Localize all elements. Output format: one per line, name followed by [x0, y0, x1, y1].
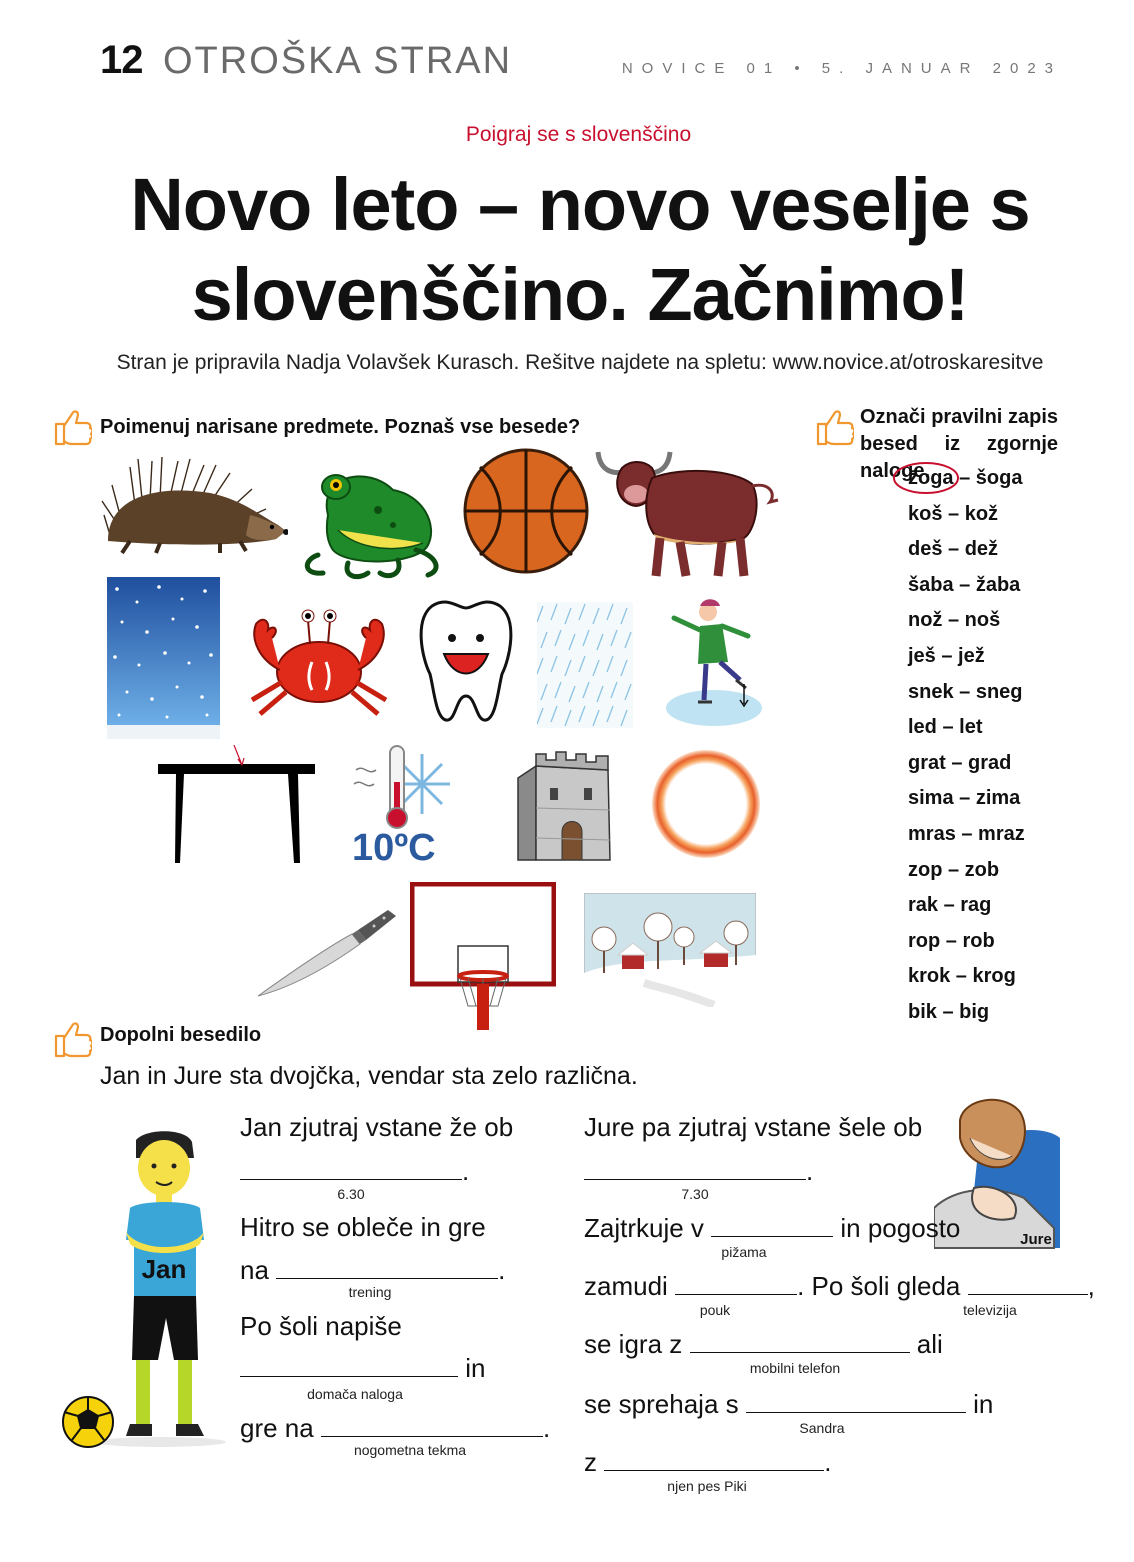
task2-instruction: Označi pravilni zapis besed iz zgornje naloge.	[860, 406, 1058, 482]
castle-picture	[512, 748, 616, 866]
jan-line-4: Po šoli napiše	[240, 1311, 402, 1341]
hedgehog-picture	[100, 455, 288, 555]
word-pair[interactable]: šaba – žaba	[908, 573, 1021, 596]
jure-line-5-end: in	[973, 1389, 994, 1419]
word-pair[interactable]: koš – kož	[908, 502, 999, 525]
jure-line-4-end: ali	[916, 1329, 943, 1359]
jan-line-3: na .	[240, 1255, 506, 1285]
task3-intro: Jan in Jure sta dvojčka, vendar sta zelo različna.	[100, 1062, 638, 1090]
thumbs-up-icon	[52, 1016, 92, 1060]
word-pair[interactable]: nož – noš	[908, 609, 1001, 632]
article-title: Novo leto – novo veselje s slovenščino. Začnimo!	[130, 163, 1030, 336]
thumbs-up-icon	[814, 404, 854, 448]
hint-label: trening	[348, 1284, 392, 1300]
jan-line-6: gre na .	[240, 1413, 551, 1443]
hint-label: njen pes Piki	[667, 1478, 747, 1494]
jan-line-1: Jan zjutraj vstane že ob	[240, 1112, 514, 1142]
jure-line-2-text: Zajtrkuje v	[584, 1213, 704, 1243]
task3-instruction: Dopolni besedilo	[100, 1024, 262, 1046]
answer-blank[interactable]	[675, 1270, 797, 1295]
answer-blank[interactable]	[584, 1155, 806, 1180]
snow-picture	[107, 577, 220, 739]
jan-line-2: Hitro se obleče in gre	[240, 1212, 486, 1242]
jure-line-5	[584, 1388, 993, 1420]
hint-label: mobilni telefon	[749, 1360, 841, 1376]
hint-label: pižama	[721, 1244, 767, 1260]
answer-blank[interactable]	[690, 1328, 910, 1353]
hint-label: 6.30	[337, 1186, 365, 1202]
issue-info: NOVICE 01 • 5. JANUAR 2023	[621, 60, 1062, 77]
jan-line-3-text: na	[240, 1255, 269, 1285]
tooth-picture	[418, 598, 514, 724]
jan-blank-row-1: .	[240, 1155, 469, 1187]
word-pair[interactable]: deš – dež	[908, 538, 999, 561]
frog-picture	[298, 455, 448, 580]
word-pair[interactable]: zop – zob	[908, 858, 1000, 881]
thermometer-picture	[350, 742, 472, 864]
word-pair[interactable]: mras – mraz	[908, 822, 1025, 845]
knife-picture	[256, 906, 398, 998]
jure-line-3: zamudi . Po šoli gleda ,	[584, 1271, 1095, 1301]
answer-blank[interactable]	[604, 1446, 824, 1471]
jure-line-6: z .	[584, 1447, 832, 1477]
word-pair[interactable]: grat – grad	[908, 751, 1012, 774]
jure-line-3-mid: . Po šoli gleda	[797, 1271, 961, 1301]
ice-skater-picture	[664, 596, 764, 728]
jan-picture	[60, 1128, 228, 1458]
answer-blank[interactable]	[746, 1388, 966, 1413]
jure-line-1: Jure pa zjutraj vstane šele ob	[584, 1112, 923, 1142]
thumbs-up-icon	[52, 404, 92, 448]
jan-label: Jan	[141, 1254, 187, 1284]
jure-line-4-text: se igra z	[584, 1329, 683, 1359]
hint-label: televizija	[963, 1302, 1017, 1318]
jure-label: Jure	[1020, 1231, 1052, 1248]
hint-label: pouk	[699, 1302, 731, 1318]
answer-blank[interactable]	[968, 1270, 1088, 1295]
jure-line-6-text: z	[584, 1447, 597, 1477]
answer-blank[interactable]	[276, 1254, 498, 1279]
answer-blank[interactable]	[240, 1155, 462, 1180]
bull-picture	[594, 442, 780, 582]
winter-landscape-picture	[584, 893, 756, 1007]
jure-line-2	[584, 1212, 960, 1244]
jure-line-2-end: in pogosto	[840, 1213, 961, 1243]
table-picture	[158, 745, 316, 865]
jure-line-5-text: se sprehaja s	[584, 1389, 739, 1419]
word-pair[interactable]: bik – big	[908, 1000, 990, 1023]
jan-line-5-end: in	[465, 1353, 486, 1383]
word-pair[interactable]: snek – sneg	[908, 680, 1023, 703]
word-pair-list	[908, 465, 1025, 1035]
article-credit: Stran je pripravila Nadja Volavšek Kurasch. Rešitve najdete na spletu: www.novice.at/otroskaresitve	[116, 351, 1044, 374]
word-pair[interactable]: žoga – šoga	[908, 467, 1023, 489]
word-pair[interactable]: sima – zima	[908, 787, 1021, 810]
answer-blank[interactable]	[711, 1212, 833, 1237]
word-pair[interactable]: ješ – jež	[908, 644, 985, 667]
hint-label: Sandra	[799, 1420, 845, 1436]
thermometer-label: 10ºC	[352, 827, 436, 864]
hint-label: 7.30	[681, 1186, 709, 1202]
answer-blank[interactable]	[240, 1352, 458, 1377]
crab-picture	[240, 600, 398, 718]
page-number: 12	[100, 38, 143, 82]
jure-line-3-text: zamudi	[584, 1271, 668, 1301]
basketball-hoop-picture	[410, 882, 556, 1030]
word-pair[interactable]: rop – rob	[908, 929, 995, 952]
task1-instruction: Poimenuj narisane predmete. Poznaš vse besede?	[100, 416, 581, 438]
jure-blank-row-1: .	[584, 1155, 813, 1187]
ring-picture	[650, 748, 762, 860]
word-pair[interactable]: rak – rag	[908, 894, 992, 917]
basketball-ball-picture	[462, 447, 590, 575]
jan-line-5	[240, 1352, 485, 1384]
word-pair[interactable]: krok – krog	[908, 965, 1016, 988]
section-title: OTROŠKA STRAN	[163, 40, 513, 82]
jan-line-6-text: gre na	[240, 1413, 314, 1443]
hint-label: domača naloga	[307, 1386, 403, 1402]
article-kicker: Poigraj se s slovenščino	[465, 123, 692, 146]
hint-label: nogometna tekma	[353, 1442, 467, 1458]
jure-line-4	[584, 1328, 943, 1360]
answer-blank[interactable]	[321, 1412, 543, 1437]
rain-picture	[537, 602, 633, 728]
word-pair[interactable]: led – let	[908, 716, 983, 739]
